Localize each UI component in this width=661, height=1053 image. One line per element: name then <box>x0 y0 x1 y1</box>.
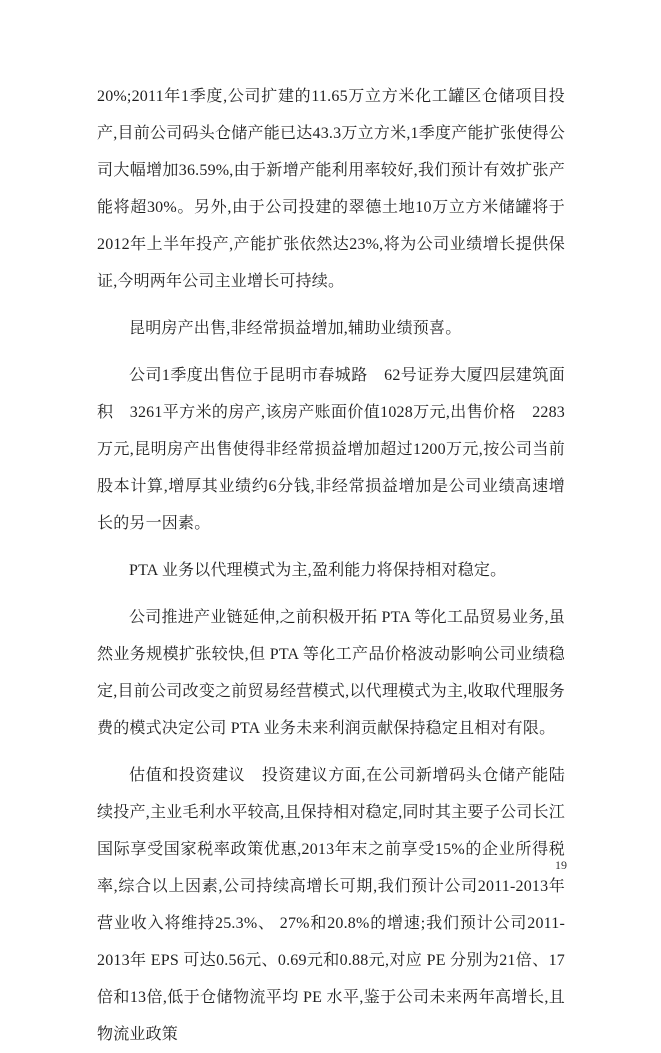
document-body <box>97 78 565 1053</box>
paragraph: 20%;2011年1季度,公司扩建的11.65万立方米化工罐区仓储项目投产,目前公司码头仓储产能已达43.3万立方米,1季度产能扩张使得公司大幅增加36.59%,由于新增产能利用率较好,我们预计有效扩张产能将超30%。另外,由于公司投建的翠德土地10万立方米储罐将于2012年上半年投产,产能扩张依然达23%,将为公司业绩增长提供保证,今明两年公司主业增长可持续。 <box>97 88 565 290</box>
paragraph: 估值和投资建议 投资建议方面,在公司新增码头仓储产能陆续投产,主业毛利水平较高,且保持相对稳定,同时其主要子公司长江国际享受国家税率政策优惠,2013年末之前享受15%的企业所得税率,综合以上因素,公司持续高增长可期,我们预计公司2011-2013年营业收入将维持25.3%、 27%和20.8%的增速;我们预计公司2011-2013年 EPS 可达0.56元、0.69元和0.88元,对应 PE 分别为21倍、17倍和13倍,低于仓储物流平均 PE 水平,鉴于公司未来两年高增长,且物流业政策 <box>97 767 565 1043</box>
paragraph: 昆明房产出售,非经常损益增加,辅助业绩预喜。 <box>129 320 462 337</box>
paragraph: 公司1季度出售位于昆明市春城路 62号证券大厦四层建筑面积 3261平方米的房产,该房产账面价值1028万元,出售价格 2283万元,昆明房产出售使得非经常损益增加超过1200万元,按公司当前股本计算,增厚其业绩约6分钱,非经常损益增加是公司业绩高速增长的另一因素。 <box>97 367 565 532</box>
paragraph: PTA 业务以代理模式为主,盈利能力将保持相对稳定。 <box>129 562 507 579</box>
page-number: 19 <box>555 858 567 872</box>
paragraph: 公司推进产业链延伸,之前积极开拓 PTA 等化工品贸易业务,虽然业务规模扩张较快,但 PTA 等化工产品价格波动影响公司业绩稳定,目前公司改变之前贸易经营模式,以代理模式为主,收取代理服务费的模式决定公司 PTA 业务未来利润贡献保持稳定且相对有限。 <box>97 609 565 737</box>
